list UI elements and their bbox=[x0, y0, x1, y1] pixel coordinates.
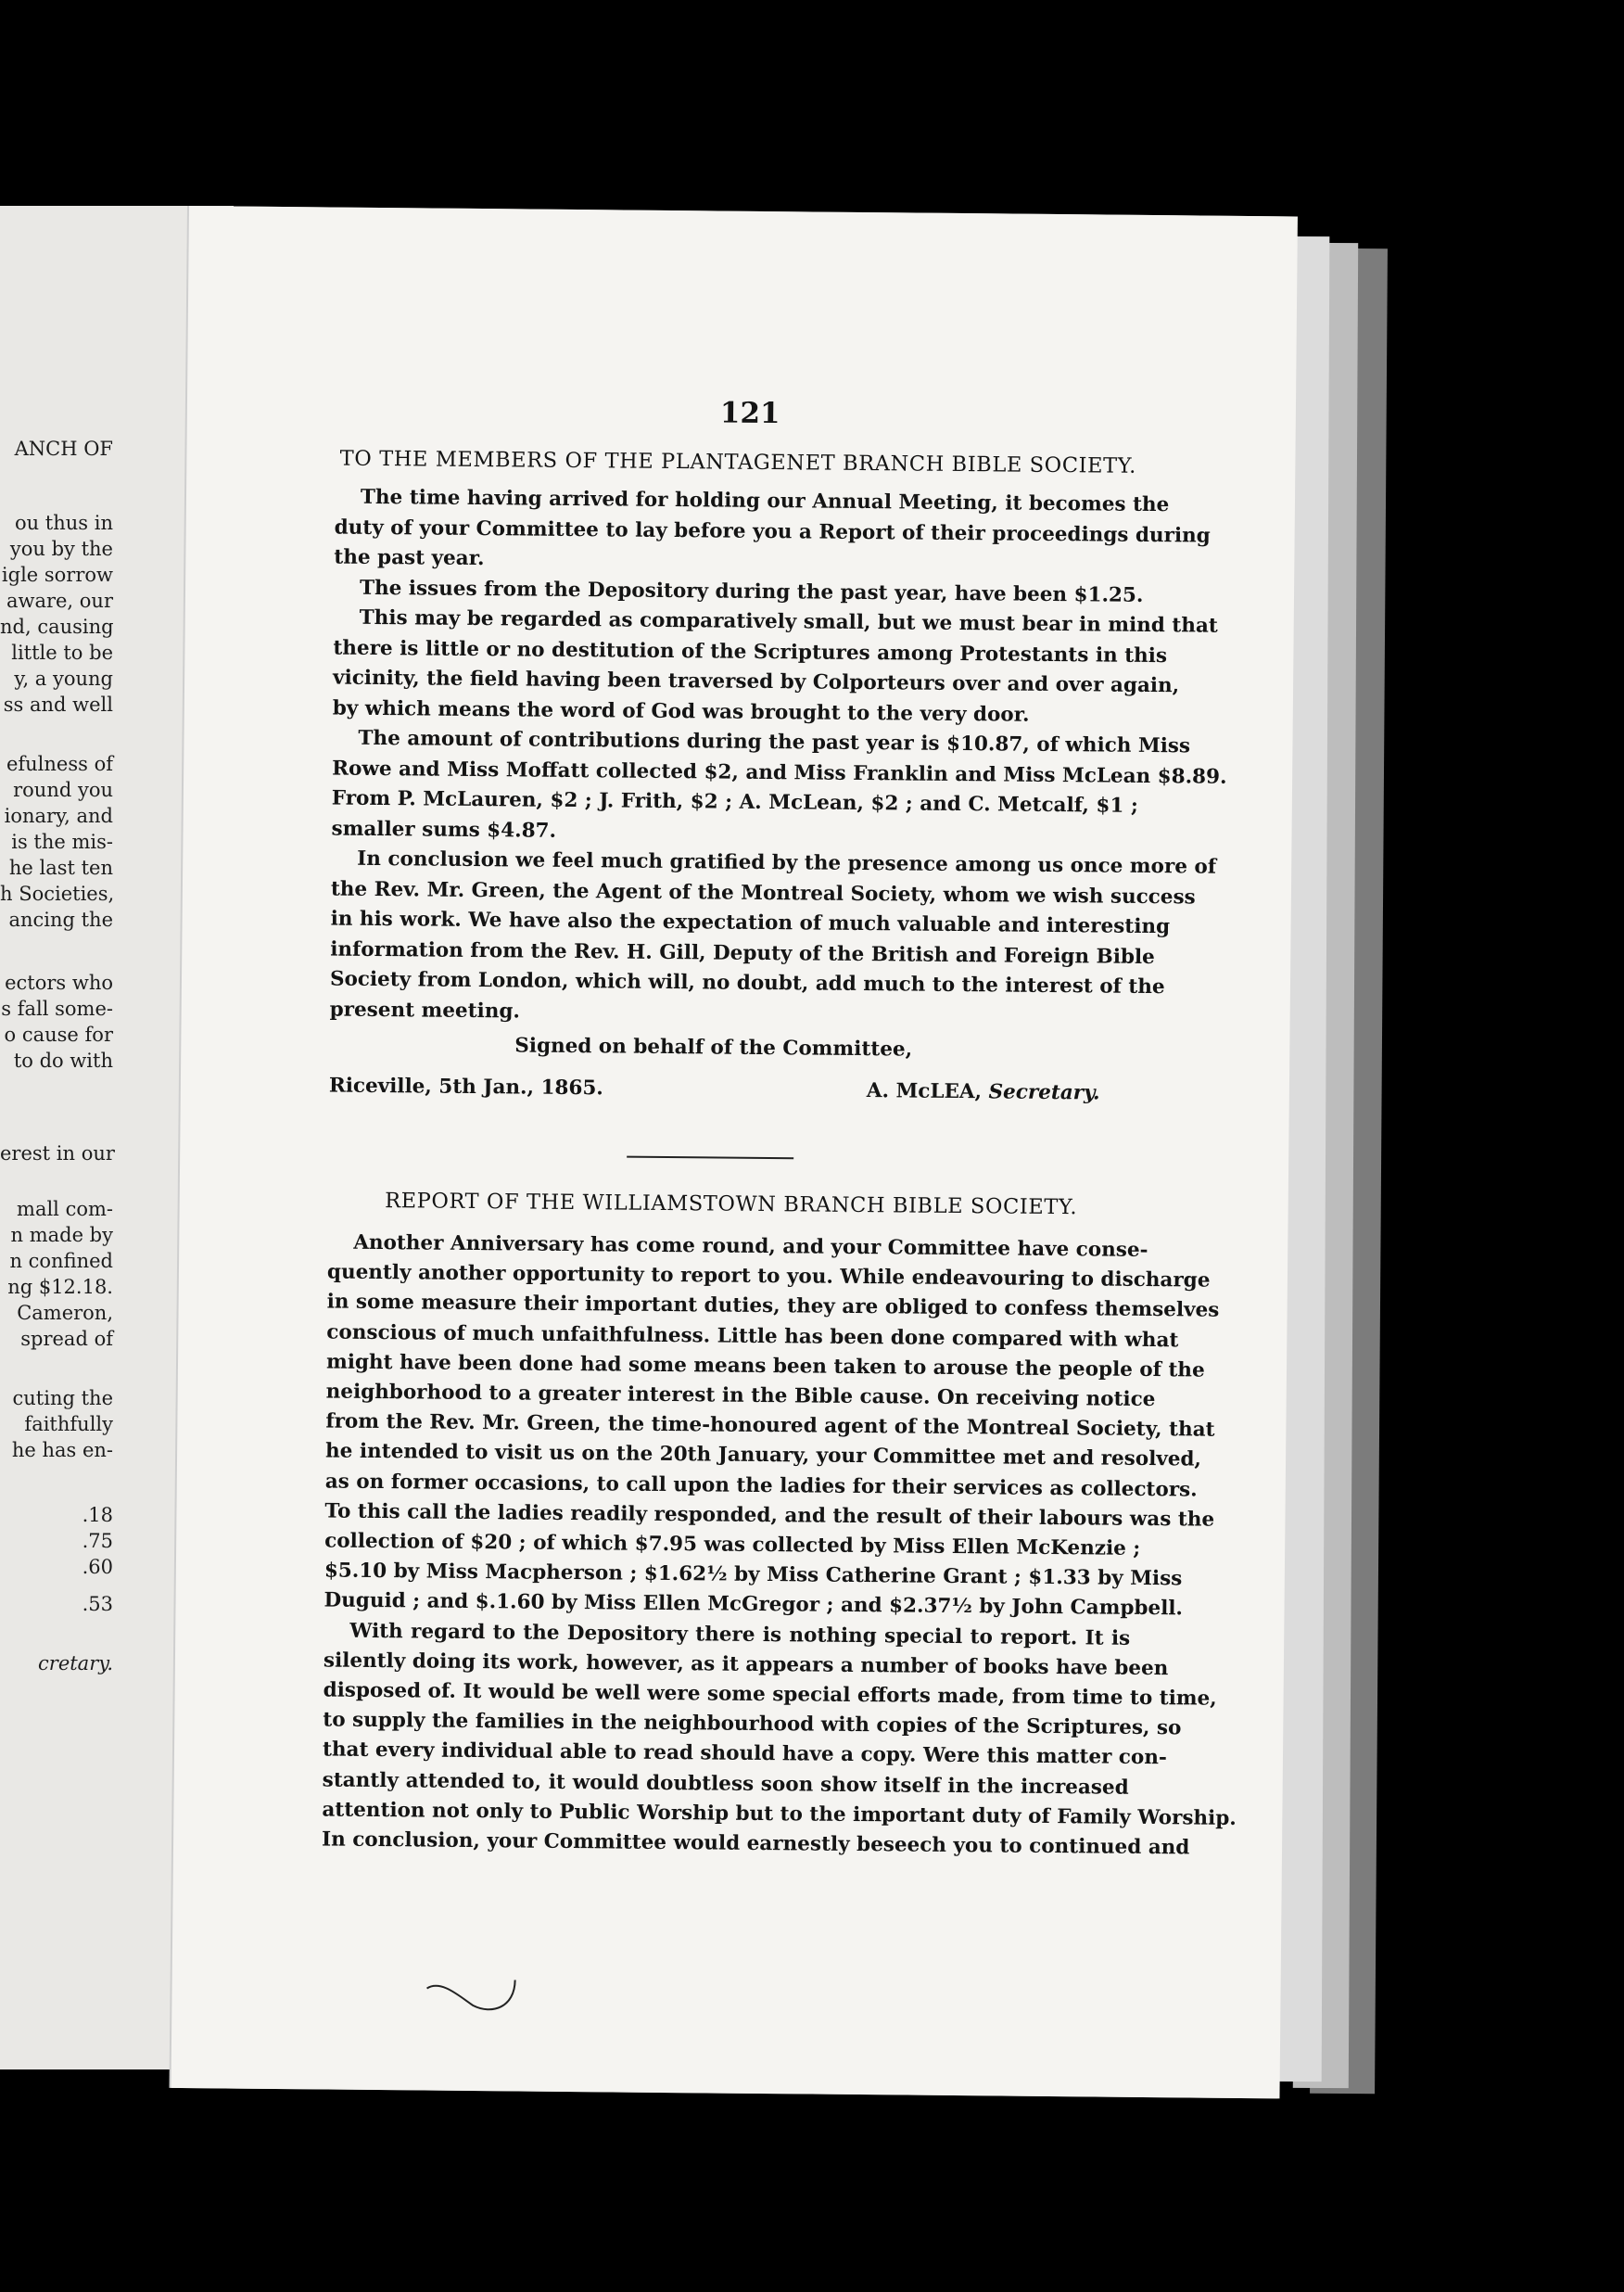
body-line: To this call the ladies readily responded, and the result of their labours was the bbox=[324, 1499, 1215, 1532]
left-page-line: ectors who bbox=[5, 972, 113, 994]
left-page-line: spread of bbox=[20, 1328, 113, 1350]
body-line: Duguid ; and $.1.60 by Miss Ellen McGregor ; and $2.37½ by John Campbell. bbox=[324, 1588, 1184, 1621]
body-line: In conclusion, your Committee would earnestly beseech you to continued and bbox=[321, 1827, 1190, 1860]
body-line: In conclusion we feel much gratified by the presence among us once more of bbox=[357, 847, 1217, 879]
left-page-line: nd, causing bbox=[0, 616, 114, 638]
body-line: from the Rev. Mr. Green, the time-honoured agent of the Montreal Society, that bbox=[325, 1409, 1215, 1442]
left-page-line: ng $12.18. bbox=[7, 1276, 113, 1298]
body-line: in his work. We have also the expectation of much valuable and interesting bbox=[330, 907, 1171, 939]
left-page-line: ANCH OF bbox=[14, 438, 113, 460]
body-line: neighborhood to a greater interest in the Bible cause. On receiving notice bbox=[325, 1380, 1156, 1412]
body-line: as on former occasions, to call upon the ladies for their services as collectors. bbox=[324, 1470, 1198, 1502]
report1-title: TO THE MEMBERS OF THE PLANTAGENET BRANCH BIBLE SOCIETY. bbox=[339, 446, 1137, 478]
report2-title: REPORT OF THE WILLIAMSTOWN BRANCH BIBLE SOCIETY. bbox=[385, 1189, 1078, 1220]
body-line: This may be regarded as comparatively small, but we must bear in mind that bbox=[359, 605, 1218, 638]
left-page-line: you by the bbox=[9, 538, 113, 560]
left-page-line: cretary. bbox=[38, 1652, 113, 1674]
body-line: the Rev. Mr. Green, the Agent of the Montreal Society, whom we wish success bbox=[330, 877, 1196, 909]
signatory-name: A. McLEA, bbox=[866, 1079, 983, 1104]
page-number: 121 bbox=[719, 396, 780, 431]
body-line: silently doing its work, however, as it appears a number of books have been bbox=[323, 1649, 1169, 1681]
left-page-line: to do with bbox=[13, 1050, 113, 1072]
left-page-line: faithfully bbox=[24, 1413, 113, 1435]
body-line: by which means the word of God was brought to the very door. bbox=[332, 696, 1030, 727]
left-page-line: igle sorrow bbox=[1, 564, 113, 586]
body-line: there is little or no destitution of the Scriptures among Protestants in this bbox=[333, 636, 1168, 668]
left-page-line: ou thus in bbox=[14, 512, 113, 534]
body-line: The amount of contributions during the past year is $10.87, of which Miss bbox=[358, 726, 1191, 758]
left-page-line: y, a young bbox=[14, 668, 113, 690]
body-line: might have been done had some means been taken to arouse the people of the bbox=[325, 1350, 1205, 1382]
body-line: that every individual able to read should have a copy. Were this matter con- bbox=[322, 1738, 1167, 1770]
left-page-line: h Societies, bbox=[0, 883, 115, 905]
left-page-line: aware, our bbox=[6, 590, 113, 612]
left-page-line: n made by bbox=[10, 1224, 113, 1246]
left-page-line: efulness of bbox=[6, 753, 113, 775]
signed-line: Signed on behalf of the Committee, bbox=[514, 1034, 913, 1062]
left-page-line: he last ten bbox=[8, 857, 113, 879]
body-line: Rowe and Miss Moffatt collected $2, and Miss Franklin and Miss McLean $8.89. bbox=[332, 757, 1227, 789]
body-line: From P. McLauren, $2 ; J. Frith, $2 ; A. McLean, $2 ; and C. Metcalf, $1 ; bbox=[331, 786, 1138, 818]
left-page-line: o cause for bbox=[4, 1024, 113, 1046]
body-line: With regard to the Depository there is nothing special to report. It is bbox=[349, 1619, 1131, 1650]
left-page-line: ss and well bbox=[3, 694, 113, 716]
left-page-line: .18 bbox=[82, 1504, 113, 1526]
left-page-line: he has en- bbox=[11, 1439, 113, 1461]
left-page-line: little to be bbox=[11, 642, 113, 664]
body-line: stantly attended to, it would doubtless soon show itself in the increased bbox=[322, 1768, 1129, 1800]
body-line: vicinity, the field having been traversed by Colporteurs over and over again, bbox=[333, 666, 1180, 698]
body-line: he intended to visit us on the 20th January, your Committee met and resolved, bbox=[324, 1439, 1202, 1471]
left-page-line: .53 bbox=[82, 1593, 113, 1615]
body-line: quently another opportunity to report to you. While endeavouring to discharge bbox=[326, 1260, 1211, 1292]
body-line: attention not only to Public Worship but to the important duty of Family Worship. bbox=[322, 1798, 1237, 1830]
signatory-role: Secretary. bbox=[988, 1080, 1100, 1105]
section-divider bbox=[627, 1156, 793, 1160]
left-page-line: round you bbox=[13, 779, 113, 801]
body-line: information from the Rev. H. Gill, Deputy of the British and Foreign Bible bbox=[330, 936, 1155, 969]
left-page-line: Cameron, bbox=[17, 1302, 113, 1324]
body-line: The time having arrived for holding our Annual Meeting, it becomes the bbox=[360, 485, 1170, 517]
left-page-line: is the mis- bbox=[11, 831, 113, 853]
body-line: present meeting. bbox=[329, 997, 521, 1023]
left-page-line: ionary, and bbox=[4, 805, 113, 827]
body-line: $5.10 by Miss Macpherson ; $1.62½ by Miss Catherine Grant ; $1.33 by Miss bbox=[324, 1559, 1183, 1591]
body-line: conscious of much unfaithfulness. Little has been done compared with what bbox=[326, 1320, 1179, 1352]
body-line: disposed of. It would be well were some special efforts made, from time to time, bbox=[323, 1678, 1217, 1711]
body-line: Society from London, which will, no doubt, add much to the interest of the bbox=[329, 967, 1165, 1000]
body-line: the past year. bbox=[334, 545, 485, 571]
left-page-line: mall com- bbox=[17, 1198, 113, 1220]
body-line: Another Anniversary has come round, and your Committee have conse- bbox=[353, 1230, 1148, 1262]
body-line: collection of $20 ; of which $7.95 was collected by Miss Ellen McKenzie ; bbox=[324, 1529, 1141, 1560]
body-line: The issues from the Depository during the past year, have been $1.25. bbox=[359, 576, 1144, 607]
signatory bbox=[867, 1079, 1100, 1104]
stray-pen-mark bbox=[422, 1961, 534, 2018]
left-page-line: .60 bbox=[82, 1556, 113, 1578]
left-page-line: erest in our bbox=[0, 1142, 115, 1165]
main-page bbox=[171, 206, 1298, 2098]
body-line: in some measure their important duties, they are obliged to confess themselves bbox=[326, 1290, 1220, 1323]
body-line: to supply the families in the neighbourhood with copies of the Scriptures, so bbox=[323, 1708, 1182, 1740]
body-line: duty of your Committee to lay before you a Report of their proceedings during bbox=[334, 516, 1211, 548]
left-page-line: cuting the bbox=[12, 1387, 113, 1409]
left-page-line: .75 bbox=[82, 1530, 113, 1552]
left-page-line: ancing the bbox=[8, 909, 113, 931]
place-date: Riceville, 5th Jan., 1865. bbox=[328, 1074, 603, 1101]
body-line: smaller sums $4.87. bbox=[331, 817, 557, 843]
left-page-line: n confined bbox=[9, 1250, 113, 1272]
left-page-line: s fall some- bbox=[1, 998, 113, 1020]
